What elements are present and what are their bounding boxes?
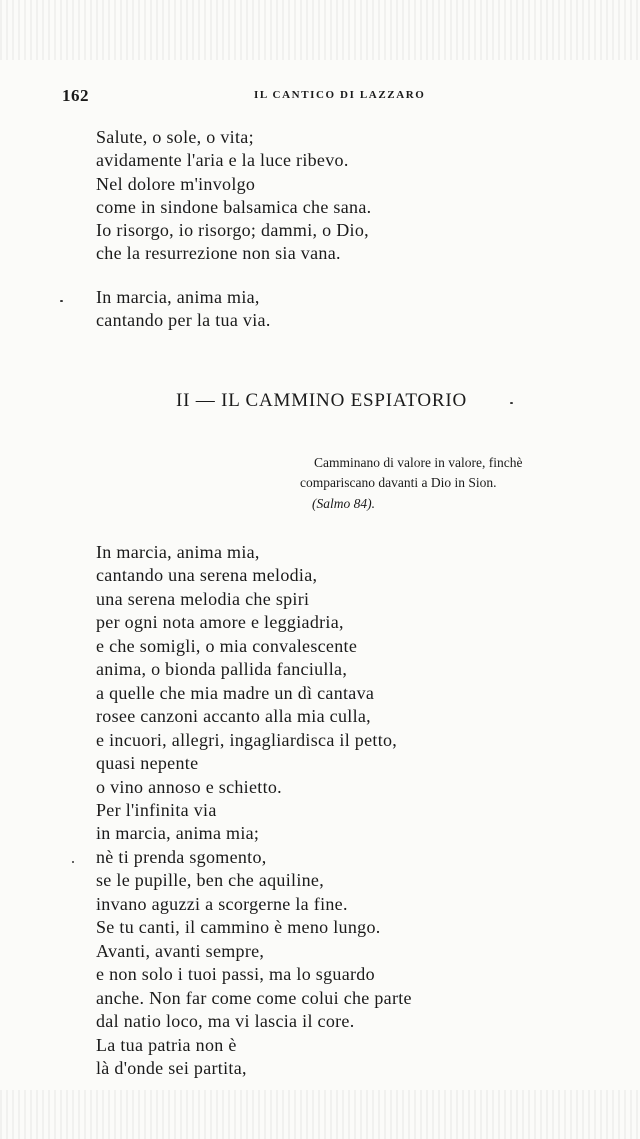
verse-line: anche. Non far come come colui che parte	[96, 987, 412, 1008]
verse-line: o vino annoso e schietto.	[96, 776, 282, 797]
scan-noise-bottom	[0, 1090, 640, 1139]
page-header	[62, 86, 582, 106]
verse-line: cantando una serena melodia,	[96, 565, 318, 586]
verse-line: Avanti, avanti sempre,	[96, 940, 265, 961]
verse-line: e incuori, allegri, ingagliardisca il petto,	[96, 729, 398, 750]
verse-line: una serena melodia che spiri	[96, 588, 310, 609]
verse-line: e che somigli, o mia convalescente	[96, 635, 358, 656]
epigraph-line: Camminano di valore in valore, finchè	[314, 455, 523, 470]
stanza-2	[96, 286, 271, 333]
verse-line: a quelle che mia madre un dì cantava	[96, 682, 375, 703]
running-title: IL CANTICO DI LAZZARO	[254, 89, 426, 101]
stanza-3	[96, 541, 412, 1080]
section-title: II — IL CAMMINO ESPIATORIO	[176, 390, 468, 411]
verse-line: in marcia, anima mia;	[96, 823, 260, 844]
verse-line: là d'onde sei partita,	[96, 1057, 247, 1078]
scan-speck	[60, 300, 63, 302]
scan-speck	[72, 861, 74, 863]
epigraph-source: (Salmo 84).	[312, 496, 375, 511]
verse-line: come in sindone balsamica che sana.	[96, 196, 372, 217]
verse-line: In marcia, anima mia,	[96, 542, 260, 562]
page-number: 162	[62, 86, 89, 105]
verse-line: Se tu canti, il cammino è meno lungo.	[96, 917, 381, 938]
verse-line: In marcia, anima mia,	[96, 287, 260, 307]
verse-line: e non solo i tuoi passi, ma lo sguardo	[96, 964, 375, 985]
verse-line: rosee canzoni accanto alla mia culla,	[96, 706, 371, 727]
verse-line: per ogni nota amore e leggiadria,	[96, 612, 344, 633]
verse-line: Per l'infinita via	[96, 799, 217, 820]
verse-line: se le pupille, ben che aquiline,	[96, 870, 325, 891]
verse-line: Salute, o sole, o vita;	[96, 127, 254, 147]
scan-noise-top	[0, 0, 640, 60]
scan-speck	[510, 402, 513, 404]
verse-line: cantando per la tua via.	[96, 310, 271, 331]
verse-line: Nel dolore m'involgo	[96, 173, 256, 194]
verse-line: nè ti prenda sgomento,	[96, 846, 267, 867]
verse-line: invano aguzzi a scorgerne la fine.	[96, 893, 348, 914]
verse-line: anima, o bionda pallida fanciulla,	[96, 659, 348, 680]
verse-line: Io risorgo, io risorgo; dammi, o Dio,	[96, 220, 369, 241]
verse-line: dal natio loco, ma vi lascia il core.	[96, 1011, 355, 1032]
epigraph	[300, 453, 522, 514]
stanza-1	[96, 126, 371, 266]
verse-line: avidamente l'aria e la luce ribevo.	[96, 150, 349, 171]
verse-line: quasi nepente	[96, 753, 199, 774]
epigraph-line: compariscano davanti a Dio in Sion.	[300, 475, 497, 490]
verse-line: che la resurrezione non sia vana.	[96, 243, 341, 264]
verse-line: La tua patria non è	[96, 1034, 237, 1055]
